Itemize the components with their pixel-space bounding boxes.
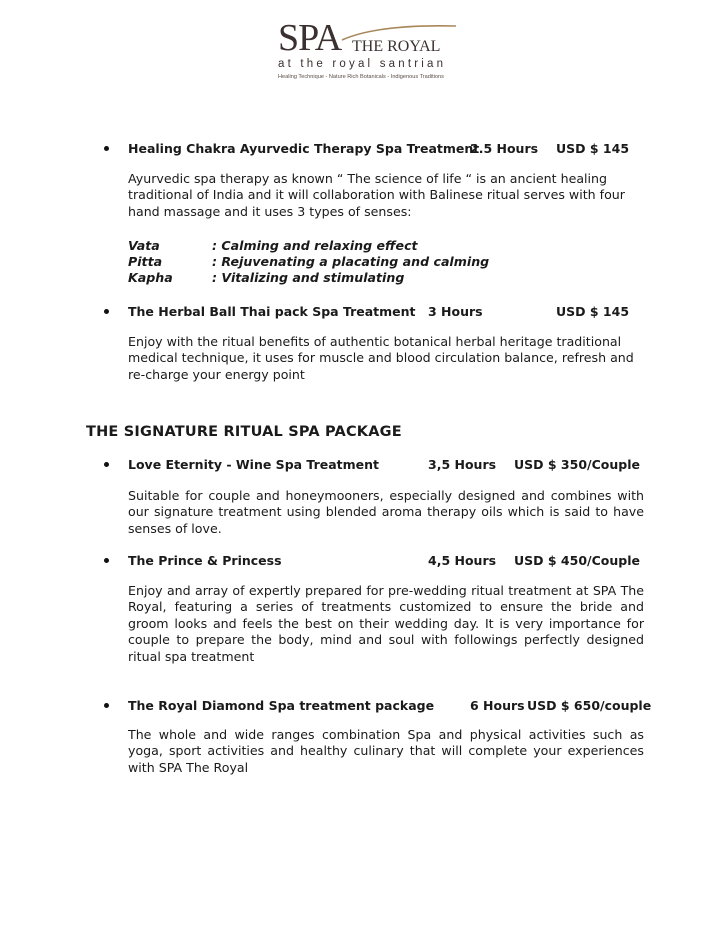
description-line: Enjoy with the ritual benefits of authentic botanical herbal heritage traditional xyxy=(128,334,622,349)
section-heading: THE SIGNATURE RITUAL SPA PACKAGE xyxy=(86,424,402,440)
description-line: hand massage and it uses 3 types of senses: xyxy=(128,203,412,219)
sense-effect: : Vitalizing and stimulating xyxy=(212,270,405,285)
sense-name: Pitta xyxy=(128,254,163,269)
spa-logo xyxy=(278,18,458,82)
sense-name: Vata xyxy=(128,238,160,253)
logo-tagline: Healing Technique - Nature Rich Botanicals - Indigenous Traditions xyxy=(278,74,444,80)
package-price: USD $ 350/Couple xyxy=(514,457,640,472)
package-name: The Royal Diamond Spa treatment package xyxy=(128,698,435,713)
treatment-name: The Herbal Ball Thai pack Spa Treatment xyxy=(128,304,416,319)
description-line: re-charge your energy point xyxy=(128,366,305,382)
sense-effect: : Calming and relaxing effect xyxy=(212,238,418,253)
logo-spa-text: SPA xyxy=(278,17,342,59)
bullet-icon xyxy=(104,462,109,467)
description-line: traditional of India and it will collaboration with Balinese ritual serves with four xyxy=(128,187,625,203)
treatment-duration: 2.5 Hours xyxy=(470,141,539,156)
bullet-icon xyxy=(104,558,109,563)
package-description: Enjoy and array of expertly prepared for pre-wedding ritual treatment at SPA The Royal, featuring a series of treatments customized to ensure the bride and groom looks and feels the best on their wedding day. It is very importance for couple to prepare the body, mind and soul with followings perfectly designed ritual spa treatment xyxy=(128,583,644,664)
logo-royal-text: THE ROYAL xyxy=(352,38,441,55)
treatment-price: USD $ 145 xyxy=(556,304,630,319)
sense-row xyxy=(128,238,528,254)
treatment-description xyxy=(128,334,644,383)
sense-row xyxy=(128,270,528,286)
treatment-price: USD $ 145 xyxy=(556,141,630,156)
logo-subtitle: at the royal santrian xyxy=(278,58,447,70)
sense-row xyxy=(128,254,528,270)
bullet-icon xyxy=(104,309,109,314)
description-line: Ayurvedic spa therapy as known “ The science of life “ is an ancient healing xyxy=(128,171,608,186)
package-description: Suitable for couple and honeymooners, especially designed and combines with our signature treatment using blended aroma therapy oils which is said to have senses of love. xyxy=(128,488,644,536)
sense-name: Kapha xyxy=(128,270,173,285)
package-price: USD $ 650/couple xyxy=(527,698,652,713)
package-price: USD $ 450/Couple xyxy=(514,553,640,568)
treatment-description xyxy=(128,171,644,220)
bullet-icon xyxy=(104,146,109,151)
package-duration: 4,5 Hours xyxy=(428,553,497,568)
package-description: The whole and wide ranges combination Spa and physical activities such as yoga, sport activities and healthy culinary that will complete your experiences with SPA The Royal xyxy=(128,727,644,775)
treatment-duration: 3 Hours xyxy=(428,304,483,319)
package-name: The Prince & Princess xyxy=(128,553,282,568)
package-duration: 6 Hours xyxy=(470,698,525,713)
senses-list xyxy=(128,238,528,286)
sense-effect: : Rejuvenating a placating and calming xyxy=(212,254,490,269)
package-duration: 3,5 Hours xyxy=(428,457,497,472)
description-line: medical technique, it uses for muscle and blood circulation balance, refresh and xyxy=(128,350,634,366)
treatment-name: Healing Chakra Ayurvedic Therapy Spa Treatment xyxy=(128,141,480,156)
package-name: Love Eternity - Wine Spa Treatment xyxy=(128,457,380,472)
bullet-icon xyxy=(104,703,109,708)
